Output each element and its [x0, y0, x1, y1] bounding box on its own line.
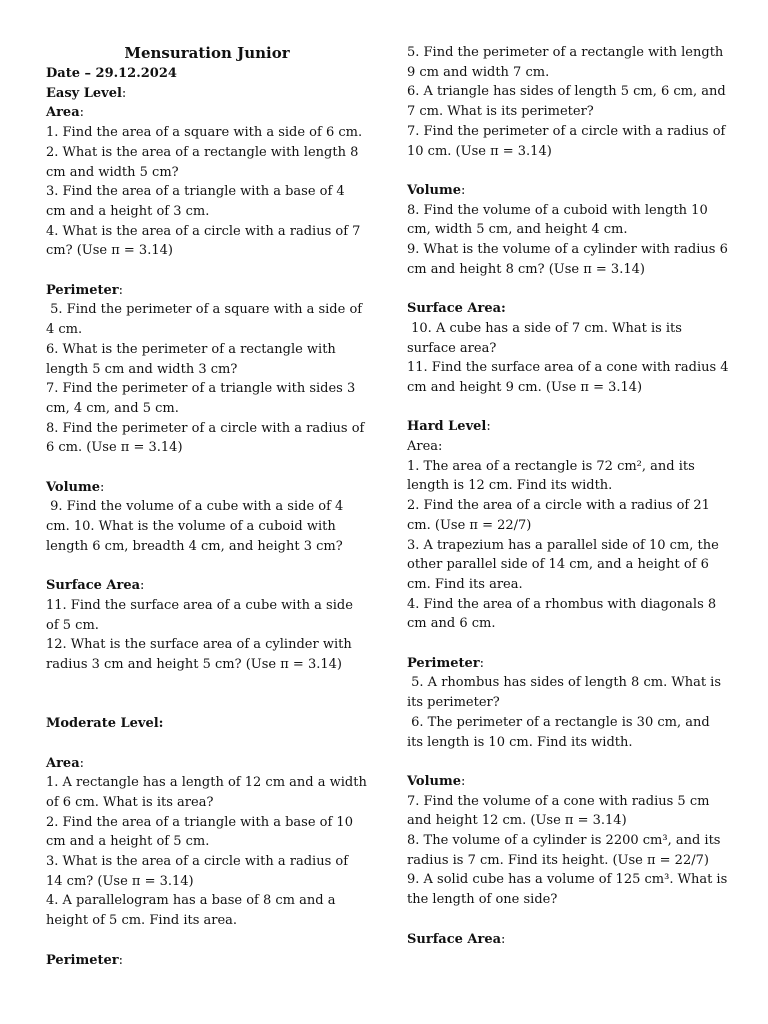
section-heading: [46, 84, 368, 104]
blank-line: [46, 694, 368, 714]
section-heading: [46, 754, 368, 774]
section-heading-suffix: :: [79, 755, 85, 771]
question-text: 10. A cube has a side of 7 cm. What is its surface area?: [407, 320, 687, 356]
question-text: 9. A solid cube has a volume of 125 cm³. What is the length of one side?: [407, 872, 732, 908]
blank-line: [407, 634, 729, 654]
right-column: [407, 43, 733, 949]
question-text: 3. A trapezium has a parallel side of 10 cm, the other parallel side of 14 cm, and a height of 6 cm. Find its area.: [407, 537, 723, 592]
section-heading: [407, 772, 729, 792]
section-heading-label: Volume: [46, 479, 100, 495]
section-heading-suffix: :: [460, 182, 466, 198]
section-heading-label: Perimeter: [46, 282, 119, 298]
question-text: 5. Find the perimeter of a square with a side of 4 cm.: [46, 302, 367, 338]
section-heading: [407, 654, 729, 674]
question-text: Area:: [407, 439, 443, 455]
question-text: 8. Find the volume of a cuboid with length 10 cm, width 5 cm, and height 4 cm.: [407, 202, 712, 238]
section-heading: [46, 714, 368, 734]
section-heading-label: Volume: [407, 182, 461, 198]
section-heading-suffix: :: [140, 578, 145, 594]
section-heading-suffix: :: [118, 282, 124, 298]
blank-line: [407, 910, 729, 930]
blank-line: [407, 752, 729, 772]
section-heading-label: Area: [46, 755, 80, 771]
section-heading-suffix: :: [118, 952, 124, 968]
question-text: 6. What is the perimeter of a rectangle with length 5 cm and width 3 cm?: [46, 341, 340, 377]
blank-line: [46, 458, 368, 478]
question-text: 7. Find the perimeter of a triangle with sides 3 cm, 4 cm, and 5 cm.: [46, 381, 360, 416]
question-text: 3. Find the area of a triangle with a base of 4 cm and a height of 3 cm.: [46, 184, 349, 219]
section-heading-suffix: :: [501, 931, 506, 947]
blank-line: [407, 161, 729, 181]
question-text: 5. A rhombus has sides of length 8 cm. What is its perimeter?: [407, 675, 726, 711]
section-heading-suffix: :: [121, 85, 127, 101]
question-text: 8. Find the perimeter of a circle with a radius of 6 cm. (Use π = 3.14): [46, 420, 369, 456]
section-heading-label: Area: [46, 105, 80, 121]
section-heading: [46, 951, 368, 971]
question-text: 1. A rectangle has a length of 12 cm and a width of 6 cm. What is its area?: [46, 775, 371, 810]
question-text: 4. Find the area of a rhombus with diagonals 8 cm and 6 cm.: [407, 596, 721, 632]
section-heading-label: Surface Area:: [407, 301, 506, 317]
section-heading: [407, 930, 729, 950]
section-heading-suffix: :: [479, 655, 485, 671]
blank-line: [46, 675, 368, 695]
question-text: 11. Find the surface area of a cube with a side of 5 cm.: [46, 597, 358, 633]
question-text: 1. The area of a rectangle is 72 cm², and its length is 12 cm. Find its width.: [407, 458, 699, 494]
question-text: 6. A triangle has sides of length 5 cm, 6 cm, and 7 cm. What is its perimeter?: [407, 84, 730, 120]
question-text: 2. What is the area of a rectangle with length 8 cm and width 5 cm?: [46, 144, 363, 180]
blank-line: [46, 557, 368, 577]
section-heading-suffix: :: [99, 479, 105, 495]
date-line: Date – 29.12.2024: [46, 66, 177, 81]
section-heading: [46, 478, 368, 498]
section-heading-label: Perimeter: [407, 655, 480, 671]
blank-line: [407, 279, 729, 299]
question-text: 5. Find the perimeter of a rectangle with length 9 cm and width 7 cm.: [407, 45, 728, 80]
question-text: 12. What is the surface area of a cylinder with radius 3 cm and height 5 cm? (Use π = 3.14): [46, 637, 356, 673]
question-text: 11. Find the surface area of a cone with radius 4 cm and height 9 cm. (Use π = 3.14): [407, 360, 733, 395]
right-column-body: [407, 43, 733, 949]
left-column: [46, 43, 371, 970]
section-heading-suffix: :: [486, 419, 491, 435]
question-text: 3. What is the area of a circle with a radius of 14 cm? (Use π = 3.14): [46, 854, 353, 889]
question-text: 9. What is the volume of a cylinder with radius 6 cm and height 8 cm? (Use π = 3.14): [407, 242, 732, 277]
section-heading-suffix: :: [79, 105, 85, 121]
question-text: 2. Find the area of a circle with a radius of 21 cm. (Use π = 22/7): [407, 498, 715, 533]
section-heading: [407, 181, 729, 201]
blank-line: [46, 734, 368, 754]
section-heading-label: Volume: [407, 773, 461, 789]
question-text: 1. Find the area of a square with a side of 6 cm.: [46, 125, 363, 141]
section-heading-label: Surface Area: [46, 578, 141, 594]
section-heading: [46, 103, 368, 123]
question-text: 8. The volume of a cylinder is 2200 cm³, and its radius is 7 cm. Find its height. (Use π = 22/7): [407, 833, 725, 868]
section-heading-label: Moderate Level:: [46, 716, 164, 732]
section-heading-label: Surface Area: [407, 931, 502, 947]
question-text: 7. Find the volume of a cone with radius 5 cm and height 12 cm. (Use π = 3.14): [407, 793, 714, 829]
section-heading: [46, 281, 368, 301]
page-title: Mensuration Junior: [124, 44, 290, 62]
blank-line: [46, 931, 368, 951]
question-text: 6. The perimeter of a rectangle is 30 cm, and its length is 10 cm. Find its width.: [407, 714, 714, 750]
question-text: 4. A parallelogram has a base of 8 cm and a height of 5 cm. Find its area.: [46, 893, 340, 929]
question-text: 4. What is the area of a circle with a radius of 7 cm? (Use π = 3.14): [46, 223, 365, 259]
question-text: 7. Find the perimeter of a circle with a radius of 10 cm. (Use π = 3.14): [407, 123, 730, 159]
question-text: 9. Find the volume of a cube with a side of 4 cm. 10. What is the volume of a cuboid with length 6 cm, breadth 4 cm, and height 3 cm?: [46, 499, 348, 554]
blank-line: [46, 261, 368, 281]
question-text: 2. Find the area of a triangle with a base of 10 cm and a height of 5 cm.: [46, 814, 358, 850]
section-heading: [46, 576, 368, 596]
section-heading: [407, 417, 729, 437]
section-heading-suffix: :: [460, 773, 466, 789]
blank-line: [407, 398, 729, 418]
section-heading-label: Easy Level: [46, 85, 122, 101]
left-column-body: [46, 84, 371, 971]
section-heading: [407, 299, 729, 319]
section-heading-label: Perimeter: [46, 952, 119, 968]
section-heading-label: Hard Level: [407, 419, 487, 435]
